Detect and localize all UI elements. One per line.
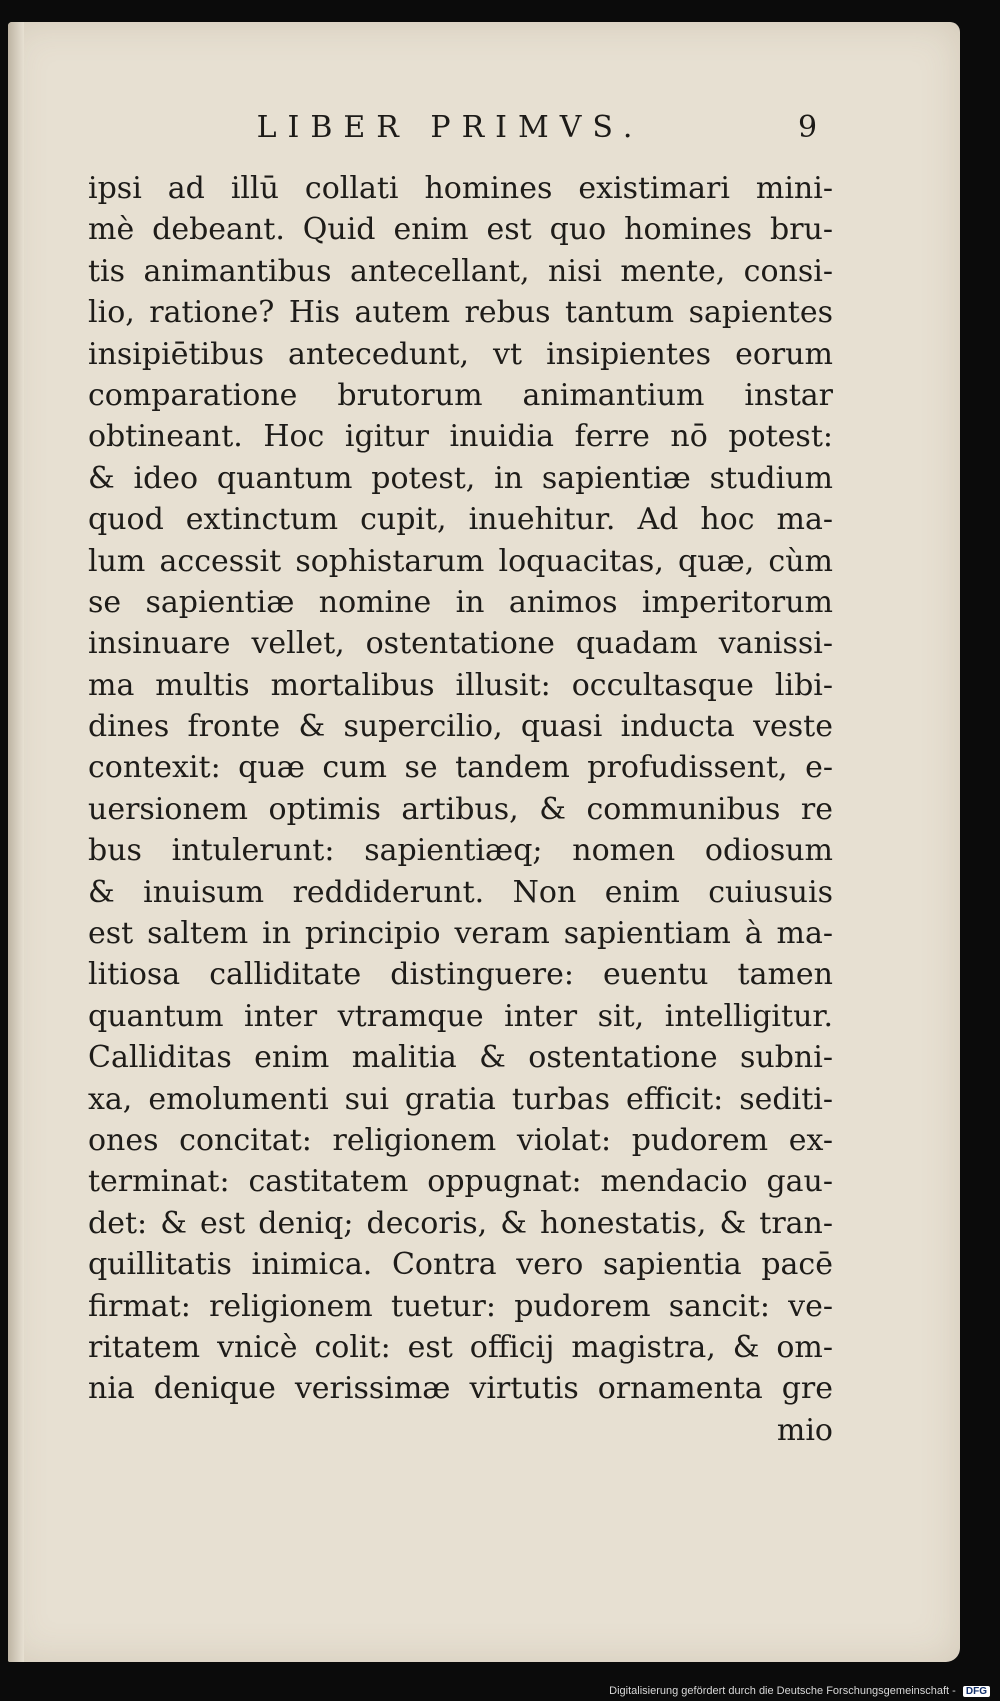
text-line: ones concitat: religionem violat: pudorem ex- — [88, 1122, 833, 1158]
digitization-credit — [609, 1685, 990, 1697]
page-number: 9 — [798, 110, 818, 145]
text-line: lio, ratione? His autem rebus tantum sapientes — [88, 295, 833, 331]
text-line: firmat: religionem tuetur: pudorem sancit: ve- — [88, 1288, 833, 1324]
text-line: est saltem in principio veram sapientiam à ma- — [88, 916, 833, 952]
text-line: Calliditas enim malitia & ostentatione subni- — [88, 1040, 833, 1076]
dfg-logo: DFG — [963, 1686, 990, 1697]
book-page — [8, 22, 960, 1662]
text-line: obtineant. Hoc igitur inuidia ferre nō potest: — [88, 419, 833, 455]
text-line: lum accessit sophistarum loquacitas, quæ, cùm — [88, 543, 833, 579]
running-head: LIBER PRIMVS. — [256, 110, 644, 145]
text-line: & ideo quantum potest, in sapientiæ studium — [88, 460, 833, 496]
text-line: mè debeant. Quid enim est quo homines bru- — [88, 212, 833, 248]
text-line: nia denique verissimæ virtutis ornamenta gre — [88, 1371, 833, 1407]
text-line: xa, emolumenti sui gratia turbas efficit: sediti- — [88, 1081, 833, 1117]
text-line: litiosa calliditate distinguere: euentu tamen — [88, 957, 833, 993]
text-line: ipsi ad illū collati homines existimari mini- — [88, 171, 833, 206]
body-text — [88, 168, 833, 1451]
text-line: contexit: quæ cum se tandem profudissent, e- — [88, 750, 833, 786]
text-line: uersionem optimis artibus, & communibus re — [88, 791, 833, 827]
text-line: ma multis mortalibus illusit: occultasque libi- — [88, 667, 833, 703]
text-line: tis animantibus antecellant, nisi mente, consi- — [88, 253, 833, 289]
catchword: mio — [776, 1412, 833, 1448]
text-line: quillitatis inimica. Contra vero sapientia pacē — [88, 1247, 833, 1283]
text-line: insinuare vellet, ostentatione quadam vanissi- — [88, 626, 833, 662]
page-gutter-edge — [8, 22, 24, 1662]
text-line: comparatione brutorum animantium instar — [88, 377, 833, 413]
text-line: & inuisum reddiderunt. Non enim cuiusuis — [88, 874, 833, 910]
credit-text: Digitalisierung gefördert durch die Deutsche Forschungsgemeinschaft - — [609, 1685, 956, 1697]
text-line: dines fronte & supercilio, quasi inducta veste — [88, 709, 833, 745]
text-line: bus intulerunt: sapientiæq; nomen odiosum — [88, 833, 833, 869]
text-line: quod extinctum cupit, inuehitur. Ad hoc ma- — [88, 502, 833, 538]
text-line: se sapientiæ nomine in animos imperitorum — [88, 584, 833, 620]
text-line: ritatem vnicè colit: est officij magistra, & om- — [88, 1329, 833, 1365]
text-line: insipiētibus antecedunt, vt insipientes eorum — [88, 336, 833, 372]
text-line: quantum inter vtramque inter sit, intelligitur. — [88, 998, 833, 1034]
text-line: terminat: castitatem oppugnat: mendacio gau- — [88, 1164, 833, 1200]
text-line: det: & est deniq; decoris, & honestatis, & tran- — [88, 1205, 833, 1241]
